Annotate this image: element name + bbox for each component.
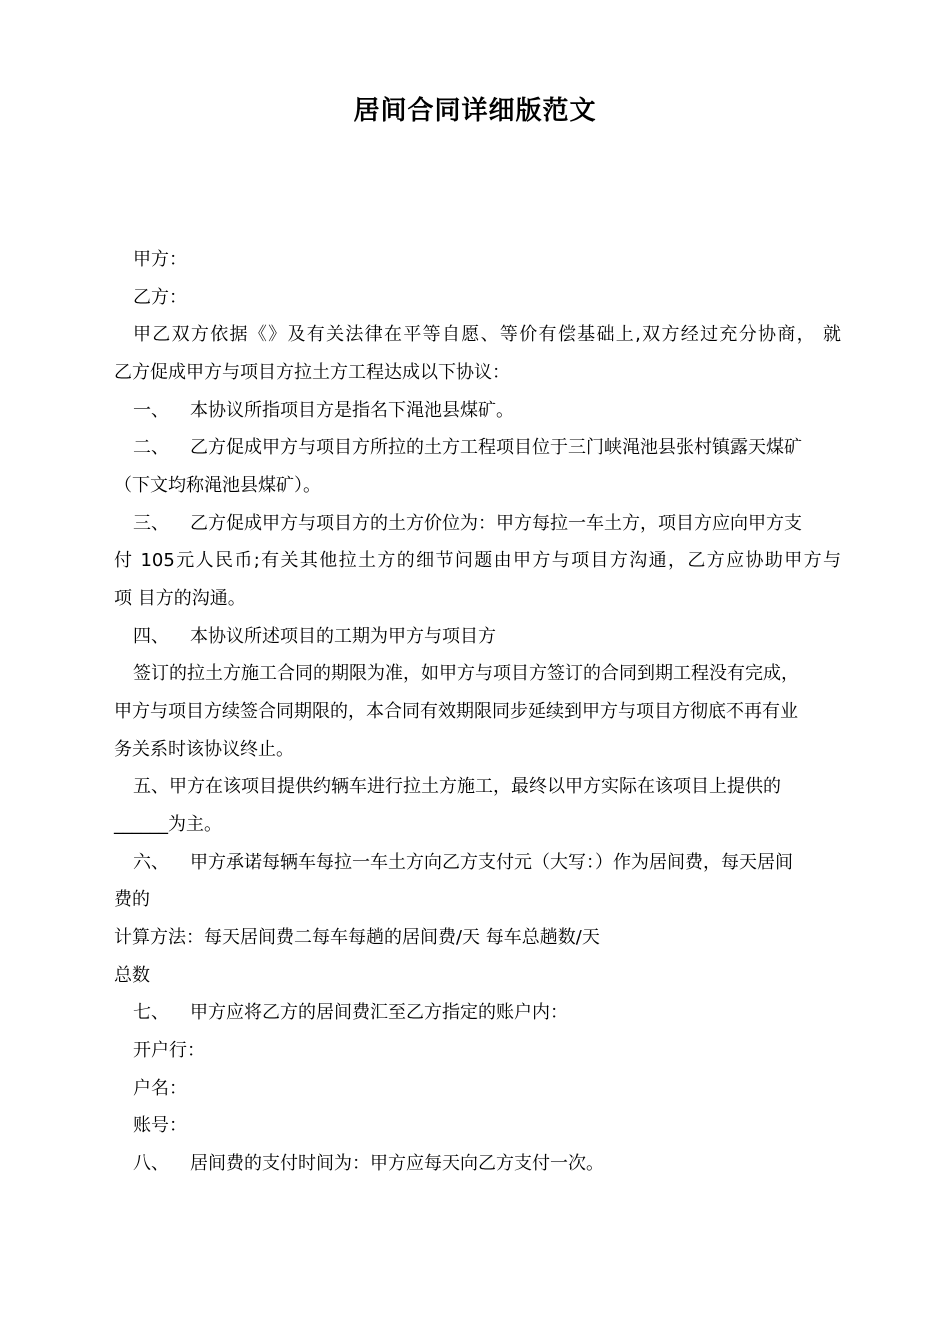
clause-1-number: 一、 (133, 400, 169, 421)
clause-7-text: 甲方应将乙方的居间费汇至乙方指定的账户内： (190, 1002, 568, 1023)
clause-3-text-2: 付 105元人民币;有关其他拉土方的细节问题由甲方与项目方沟通，乙方应协助甲方与 (114, 550, 841, 571)
clause-5-text-1: 五、甲方在该项目提供约辆车进行拉土方施工，最终以甲方实际在该项目上提供的 (133, 776, 781, 797)
account-name-line: 户名： (133, 1078, 187, 1099)
clause-4-text-2: 签订的拉土方施工合同的期限为准，如甲方与项目方签订的合同到期工程没有完成， (133, 663, 799, 684)
clause-4 (133, 624, 496, 650)
clause-1-text: 本协议所指项目方是指名下渑池县煤矿。 (190, 400, 514, 421)
clause-8-text: 居间费的支付时间为：甲方应每天向乙方支付一次。 (190, 1153, 604, 1174)
clause-6-number: 六、 (133, 852, 169, 873)
clause-6-text-2: 费的 (114, 889, 150, 910)
clause-8 (133, 1151, 604, 1177)
clause-2-text-1: 乙方促成甲方与项目方所拉的土方工程项目位于三门峡渑池县张村镇露天煤矿 (190, 437, 802, 458)
clause-4-text-4: 务关系时该协议终止。 (114, 739, 294, 760)
clause-3-number: 三、 (133, 513, 169, 534)
intro-line-1: 甲乙双方依据《》及有关法律在平等自愿、等价有偿基础上,双方经过充分协商， 就 (133, 324, 841, 345)
account-number-line: 账号： (133, 1115, 187, 1136)
clause-4-number: 四、 (133, 626, 169, 647)
party-b-line: 乙方： (133, 287, 187, 308)
clause-2-text-2: （下文均称渑池县煤矿）。 (114, 475, 321, 496)
clause-2 (133, 435, 802, 461)
clause-6-text-4: 总数 (114, 965, 150, 986)
clause-7 (133, 1000, 568, 1026)
document-title: 居间合同详细版范文 (353, 96, 597, 126)
clause-3-text-1: 乙方促成甲方与项目方的土方价位为：甲方每拉一车土方，项目方应向甲方支 (190, 513, 802, 534)
clause-2-number: 二、 (133, 437, 169, 458)
clause-6-text-3: 计算方法：每天居间费二每车每趟的居间费/天 每车总趟数/天 (114, 927, 600, 948)
party-a-line: 甲方： (133, 249, 187, 270)
clause-6 (133, 850, 793, 876)
clause-3-text-3: 项 目方的沟通。 (114, 588, 246, 609)
clause-3 (133, 511, 802, 537)
intro-line-2: 乙方促成甲方与项目方拉土方工程达成以下协议： (114, 362, 510, 383)
clause-1 (133, 398, 514, 424)
clause-6-text-1: 甲方承诺每辆车每拉一车土方向乙方支付元（大写：）作为居间费，每天居间 (190, 852, 793, 873)
clause-4-text-1: 本协议所述项目的工期为甲方与项目方 (190, 626, 496, 647)
bank-line: 开户行： (133, 1040, 205, 1061)
clause-5-text-2: ______为主。 (114, 814, 222, 835)
clause-7-number: 七、 (133, 1002, 169, 1023)
clause-4-text-3: 甲方与项目方续签合同期限的，本合同有效期限同步延续到甲方与项目方彻底不再有业 (114, 701, 798, 722)
clause-8-number: 八、 (133, 1153, 169, 1174)
